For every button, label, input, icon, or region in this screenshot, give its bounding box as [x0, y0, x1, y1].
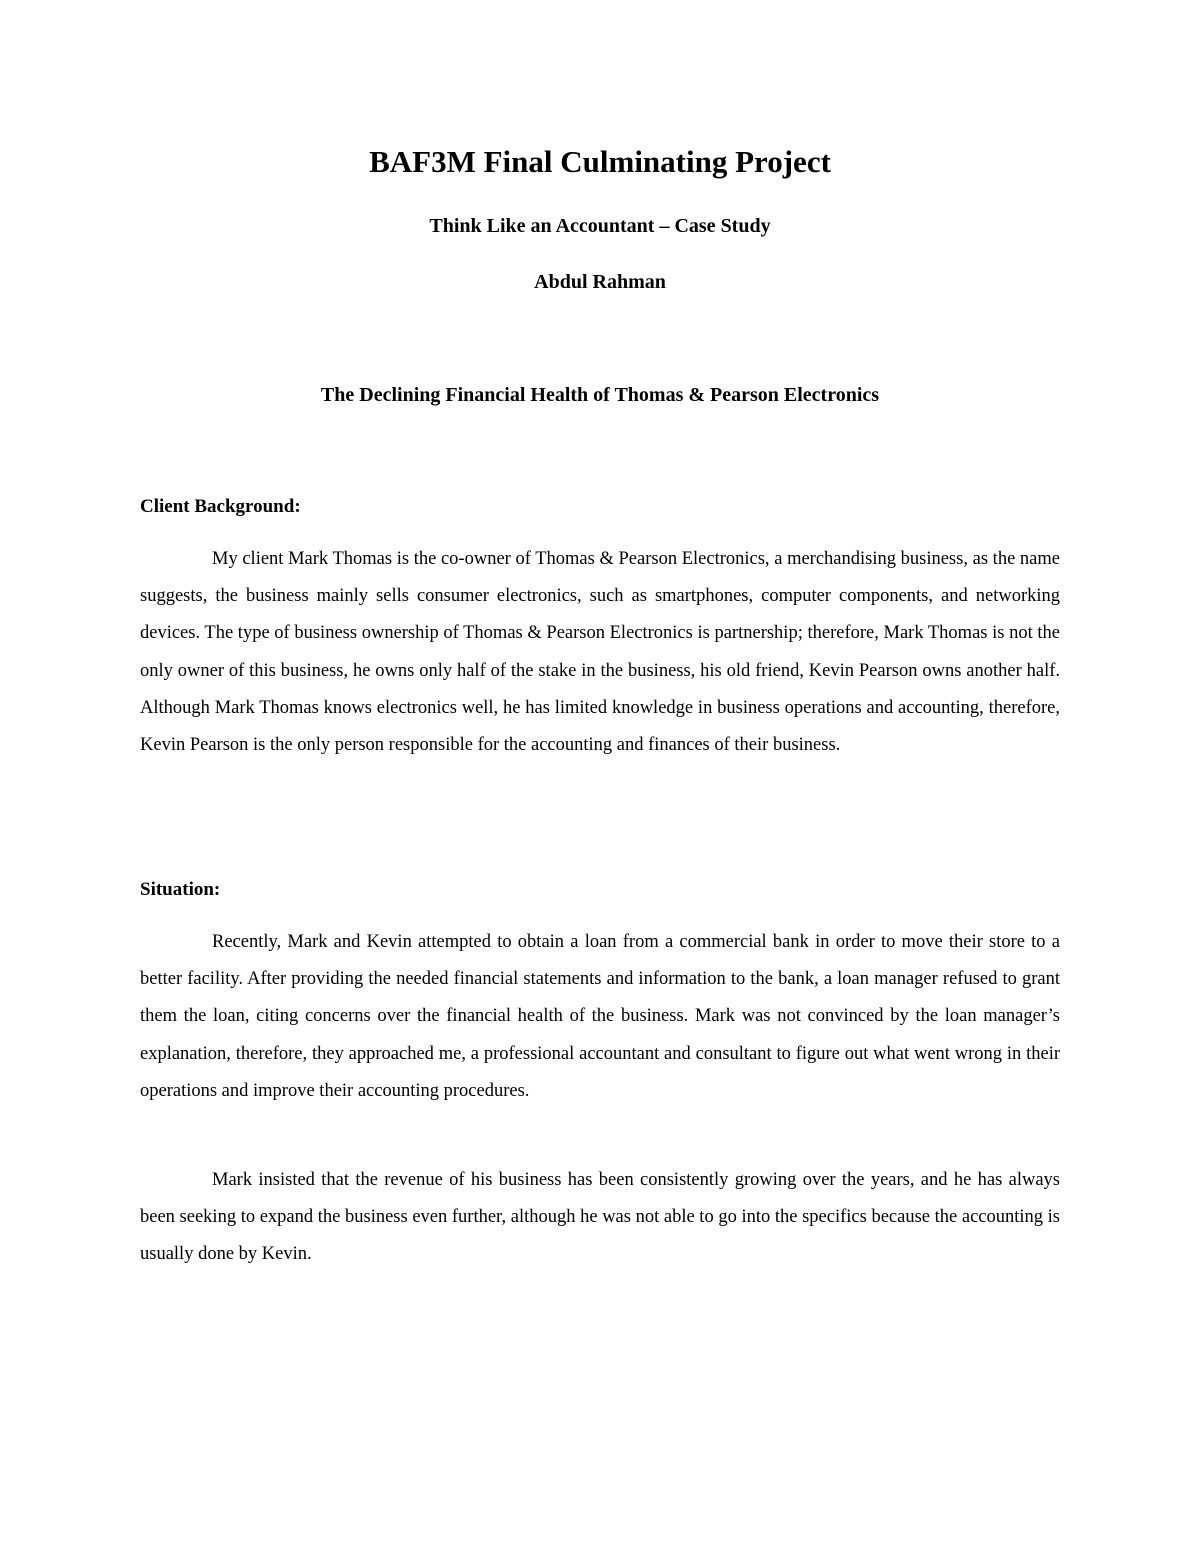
paragraph-client-background: My client Mark Thomas is the co-owner of Thomas & Pearson Electronics, a merchandising business, as the name suggests, the business mainly sells consumer electronics, such as smartphones, computer components, and networking devices. The type of business ownership of Thomas & Pearson Electronics is partnership; therefore, Mark Thomas is not the only owner of this business, he owns only half of the stake in the business, his old friend, Kevin Pearson owns another half. Although Mark Thomas knows electronics well, he has limited knowledge in business operations and accounting, therefore, Kevin Pearson is the only person responsible for the accounting and finances of their business. — [140, 549, 1060, 756]
document-author: Abdul Rahman — [534, 271, 666, 293]
paragraph-situation-1: Recently, Mark and Kevin attempted to obtain a loan from a commercial bank in order to move their store to a better facility. After providing the needed financial statements and information to the bank, a loan manager refused to grant them the loan, citing concerns over the financial health of the business. Mark was not convinced by the loan manager’s explanation, therefore, they approached me, a professional accountant and consultant to figure out what went wrong in their operations and improve their accounting procedures. — [140, 932, 1060, 1101]
section-heading-client-background: Client Background: — [140, 496, 301, 517]
paragraph-situation-2: Mark insisted that the revenue of his business has been consistently growing over the years, and he has always been seeking to expand the business even further, although he was not able to go into the specifics because the accounting is usually done by Kevin. — [140, 1170, 1060, 1265]
document-subtitle: Think Like an Accountant – Case Study — [429, 215, 771, 237]
section-heading-situation: Situation: — [140, 879, 221, 900]
document-title: BAF3M Final Culminating Project — [369, 144, 831, 179]
document-heading: The Declining Financial Health of Thomas & Pearson Electronics — [320, 384, 880, 406]
